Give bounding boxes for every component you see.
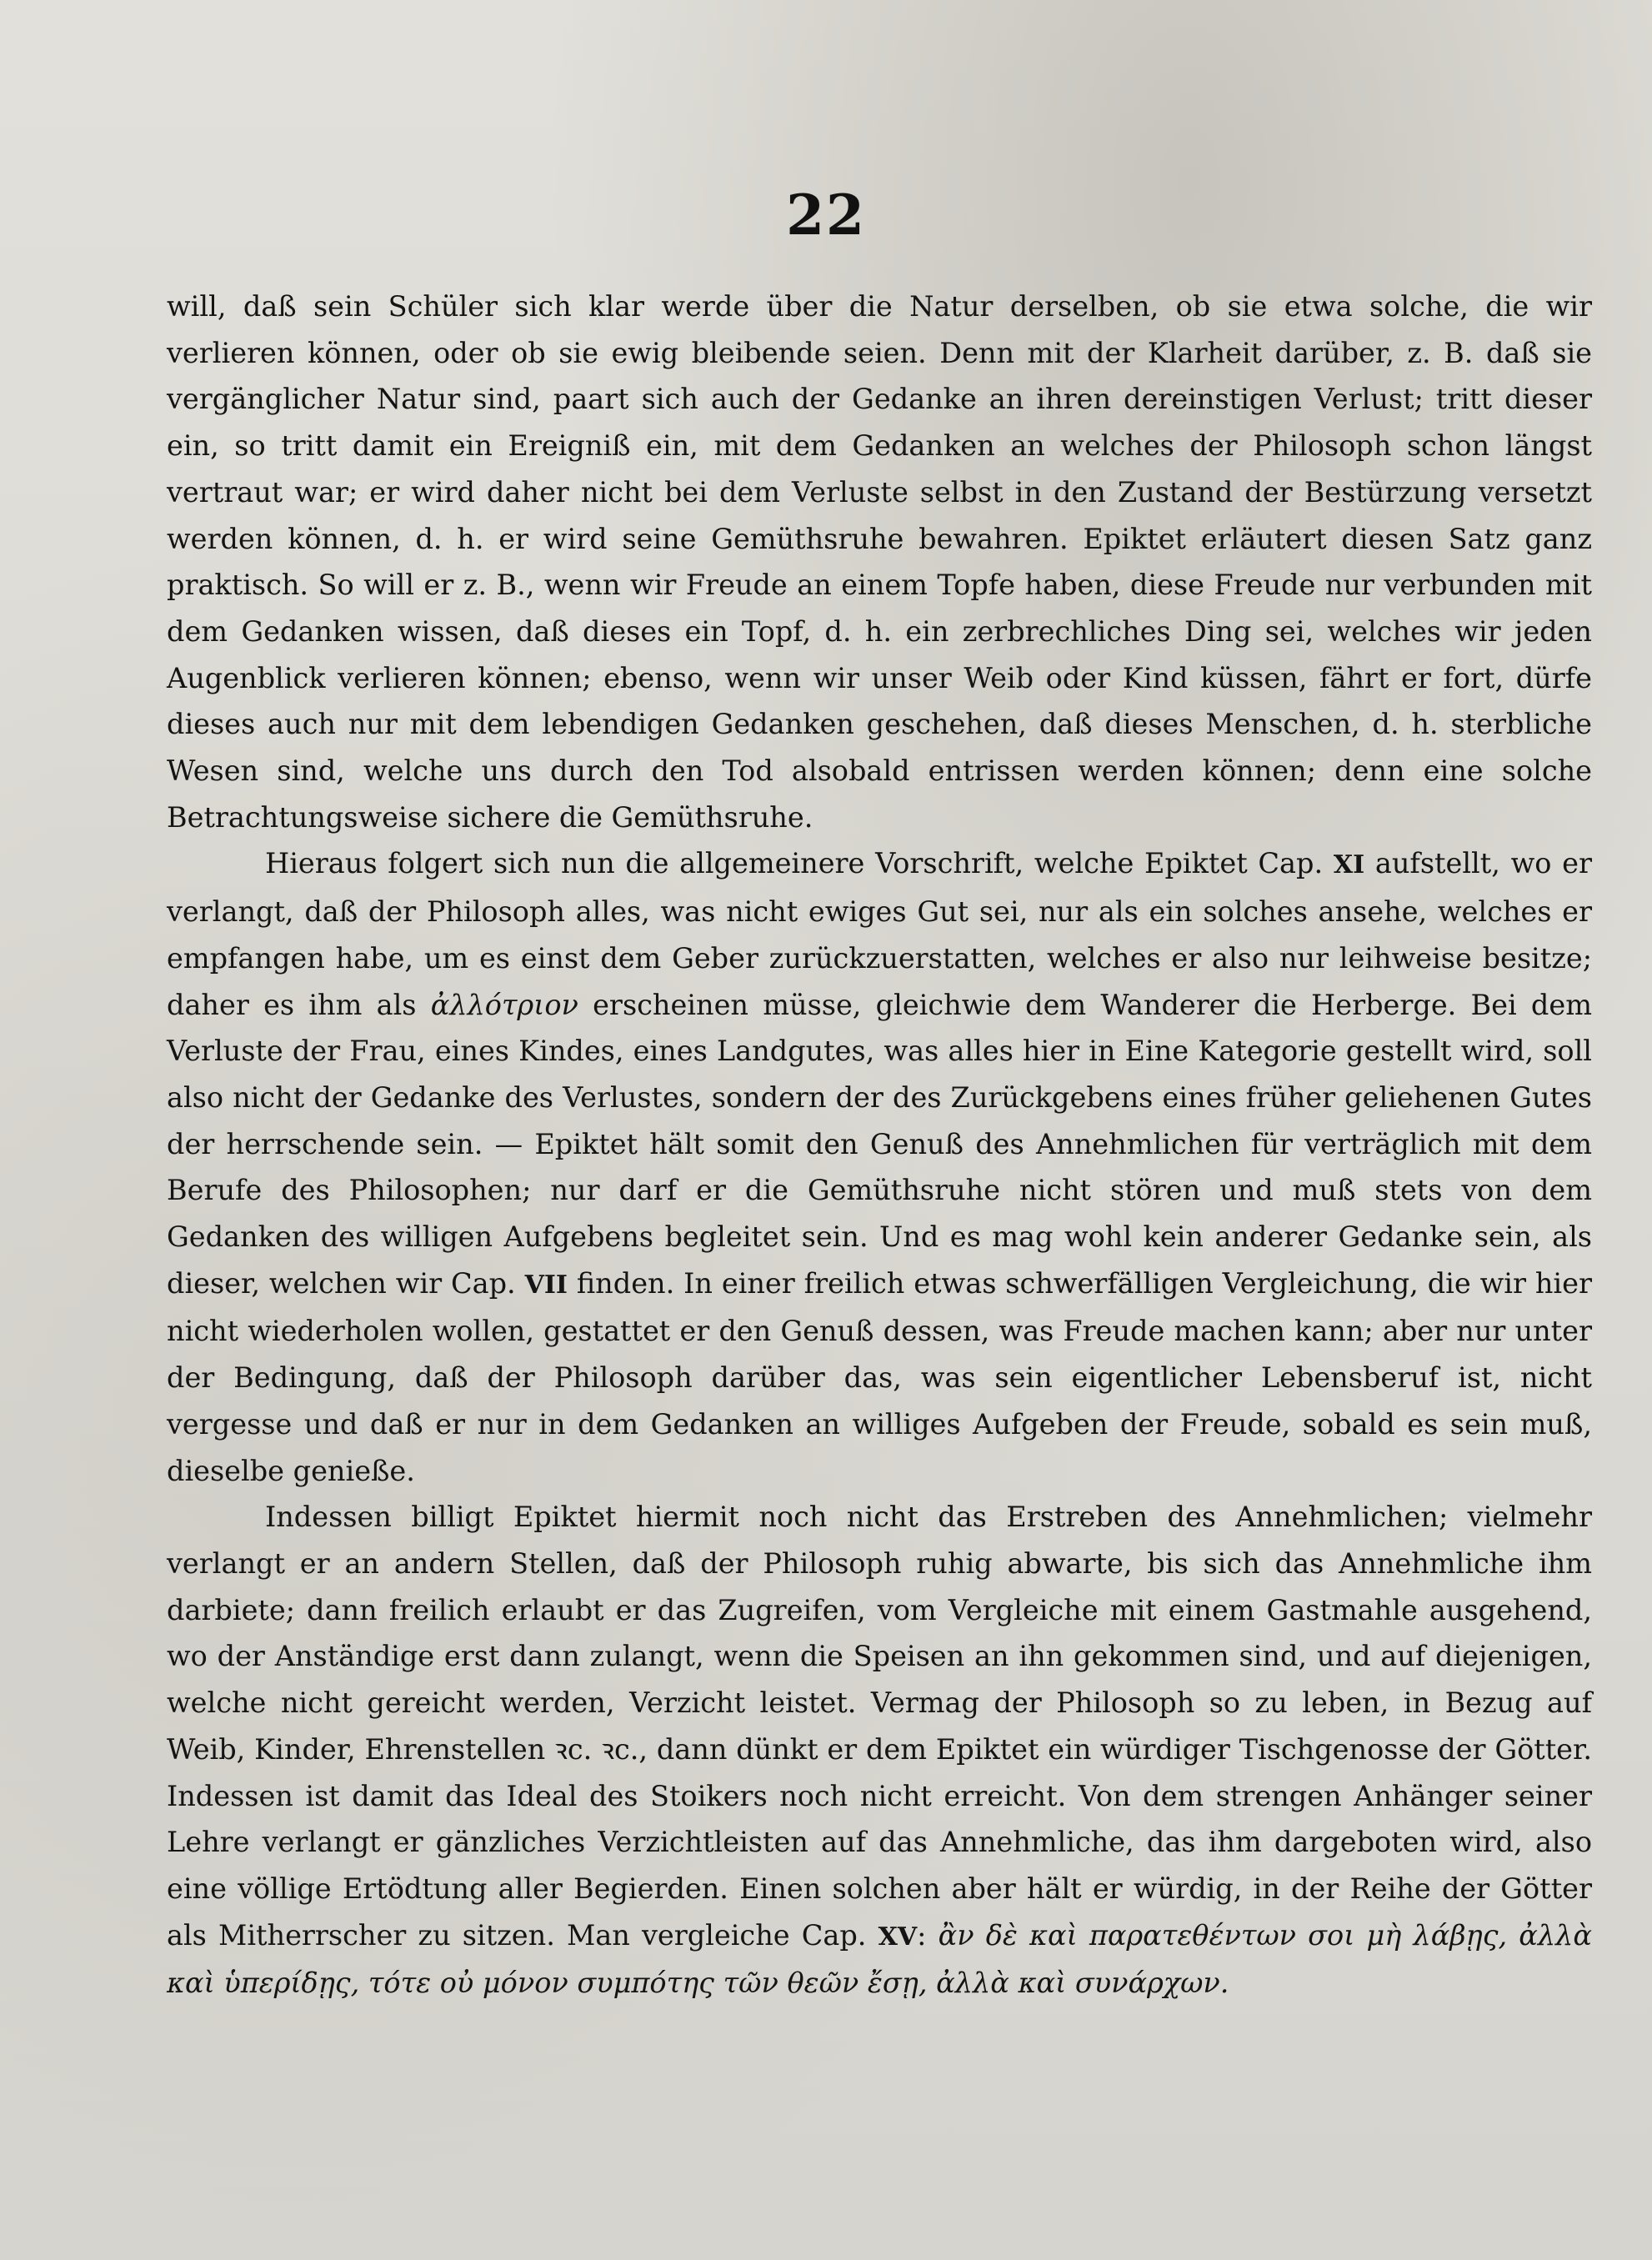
paragraph-text: Hieraus folgert sich nun die allgemeinere Vorschrift, welche Epiktet Cap.	[265, 847, 1334, 880]
body-text	[167, 283, 1592, 2007]
paragraph-text: erscheinen müsse, gleichwie dem Wanderer die Herberge. Bei dem Verluste der Frau, eines Kindes, eines Landgutes, was alles hier in Eine Kategorie gestellt wird, soll also nicht der Gedanke des Verlustes, sondern der des Zurückgebens eines früher geliehenen Gutes der herrschende sein. — Epiktet hält somit den Genuß des Annehmlichen für verträglich mit dem Berufe des Philosophen; nur darf er die Gemüthsruhe nicht stören und muß stets von dem Gedanken des willigen Aufgebens begleitet sein. Und es mag wohl kein anderer Gedanke sein, als dieser, welchen wir Cap.	[167, 988, 1592, 1300]
chapter-numeral: XI	[1333, 850, 1365, 880]
page-number: 22	[786, 183, 866, 248]
greek-quotation: ἂν δὲ καὶ παρατεθέντων σοι μὴ λάβῃς, ἀλλὰ καὶ ὑπερίδῃς, τότε οὐ μόνον συμπότης τῶν θεῶν ἔσῃ, ἀλλὰ καὶ συνάρχων.	[167, 1918, 1593, 2000]
paragraph-text: finden. In einer freilich etwas schwerfälligen Vergleichung, die wir hier nicht wiederholen wollen, gestattet er den Genuß dessen, was Freude machen kann; aber nur unter der Bedingung, daß der Philosoph darüber das, was sein eigentlicher Lebensberuf ist, nicht vergesse und daß er nur in dem Gedanken an williges Aufgeben der Freude, sobald es sein muß, dieselbe genieße.	[167, 1266, 1592, 1487]
paragraph-2	[167, 840, 1592, 1494]
chapter-numeral: XV	[878, 1922, 918, 1952]
paragraph-3	[167, 1494, 1592, 2007]
paragraph-text: :	[917, 1918, 939, 1952]
greek-word: ἀλλότριον	[430, 988, 578, 1021]
paragraph-text: aufstellt, wo er verlangt, daß der Philosoph alles, was nicht ewiges Gut sei, nur als ein solches ansehe, welches er empfangen habe, um es einst dem Geber zurückzuerstatten, welches er also nur leihweise besitze; daher es ihm als	[167, 847, 1593, 1021]
paragraph-text: will, daß sein Schüler sich klar werde über die Natur derselben, ob sie etwa solche, die wir verlieren können, oder ob sie ewig bleibende seien. Denn mit der Klarheit darüber, z. B. daß sie vergänglicher Natur sind, paart sich auch der Gedanke an ihren dereinstigen Verlust; tritt dieser ein, so tritt damit ein Ereigniß ein, mit dem Gedanken an welches der Philosoph schon längst vertraut war; er wird daher nicht bei dem Verluste selbst in den Zustand der Bestürzung versetzt werden können, d. h. er wird seine Gemüthsruhe bewahren. Epiktet erläutert diesen Satz ganz praktisch. So will er z. B., wenn wir Freude an einem Topfe haben, diese Freude nur verbunden mit dem Gedanken wissen, daß dieses ein Topf, d. h. ein zerbrechliches Ding sei, welches wir jeden Augenblick verlieren können; ebenso, wenn wir unser Weib oder Kind küssen, fährt er fort, dürfe dieses auch nur mit dem lebendigen Gedanken geschehen, daß dieses Menschen, d. h. sterbliche Wesen sind, welche uns durch den Tod alsobald entrissen werden können; denn eine solche Betrachtungsweise sichere die Gemüthsruhe.	[167, 290, 1592, 834]
chapter-numeral: VII	[524, 1270, 568, 1300]
paragraph-1	[167, 283, 1592, 840]
paragraph-text: Indessen billigt Epiktet hiermit noch nicht das Erstreben des Annehmlichen; vielmehr verlangt er an andern Stellen, daß der Philosoph ruhig abwarte, bis sich das Annehmliche ihm darbiete; dann freilich erlaubt er das Zugreifen, vom Vergleiche mit einem Gastmahle ausgehend, wo der Anständige erst dann zulangt, wenn die Speisen an ihn gekommen sind, und auf diejenigen, welche nicht gereicht werden, Verzicht leistet. Vermag der Philosoph so zu leben, in Bezug auf Weib, Kinder, Ehrenstellen ꝛc. ꝛc., dann dünkt er dem Epiktet ein würdiger Tischgenosse der Götter. Indessen ist damit das Ideal des Stoikers noch nicht erreicht. Von dem strengen Anhänger seiner Lehre verlangt er gänzliches Verzichtleisten auf das Annehmliche, das ihm dargeboten wird, also eine völlige Ertödtung aller Begierden. Einen solchen aber hält er würdig, in der Reihe der Götter als Mitherrscher zu sitzen. Man vergleiche Cap.	[167, 1501, 1592, 1952]
